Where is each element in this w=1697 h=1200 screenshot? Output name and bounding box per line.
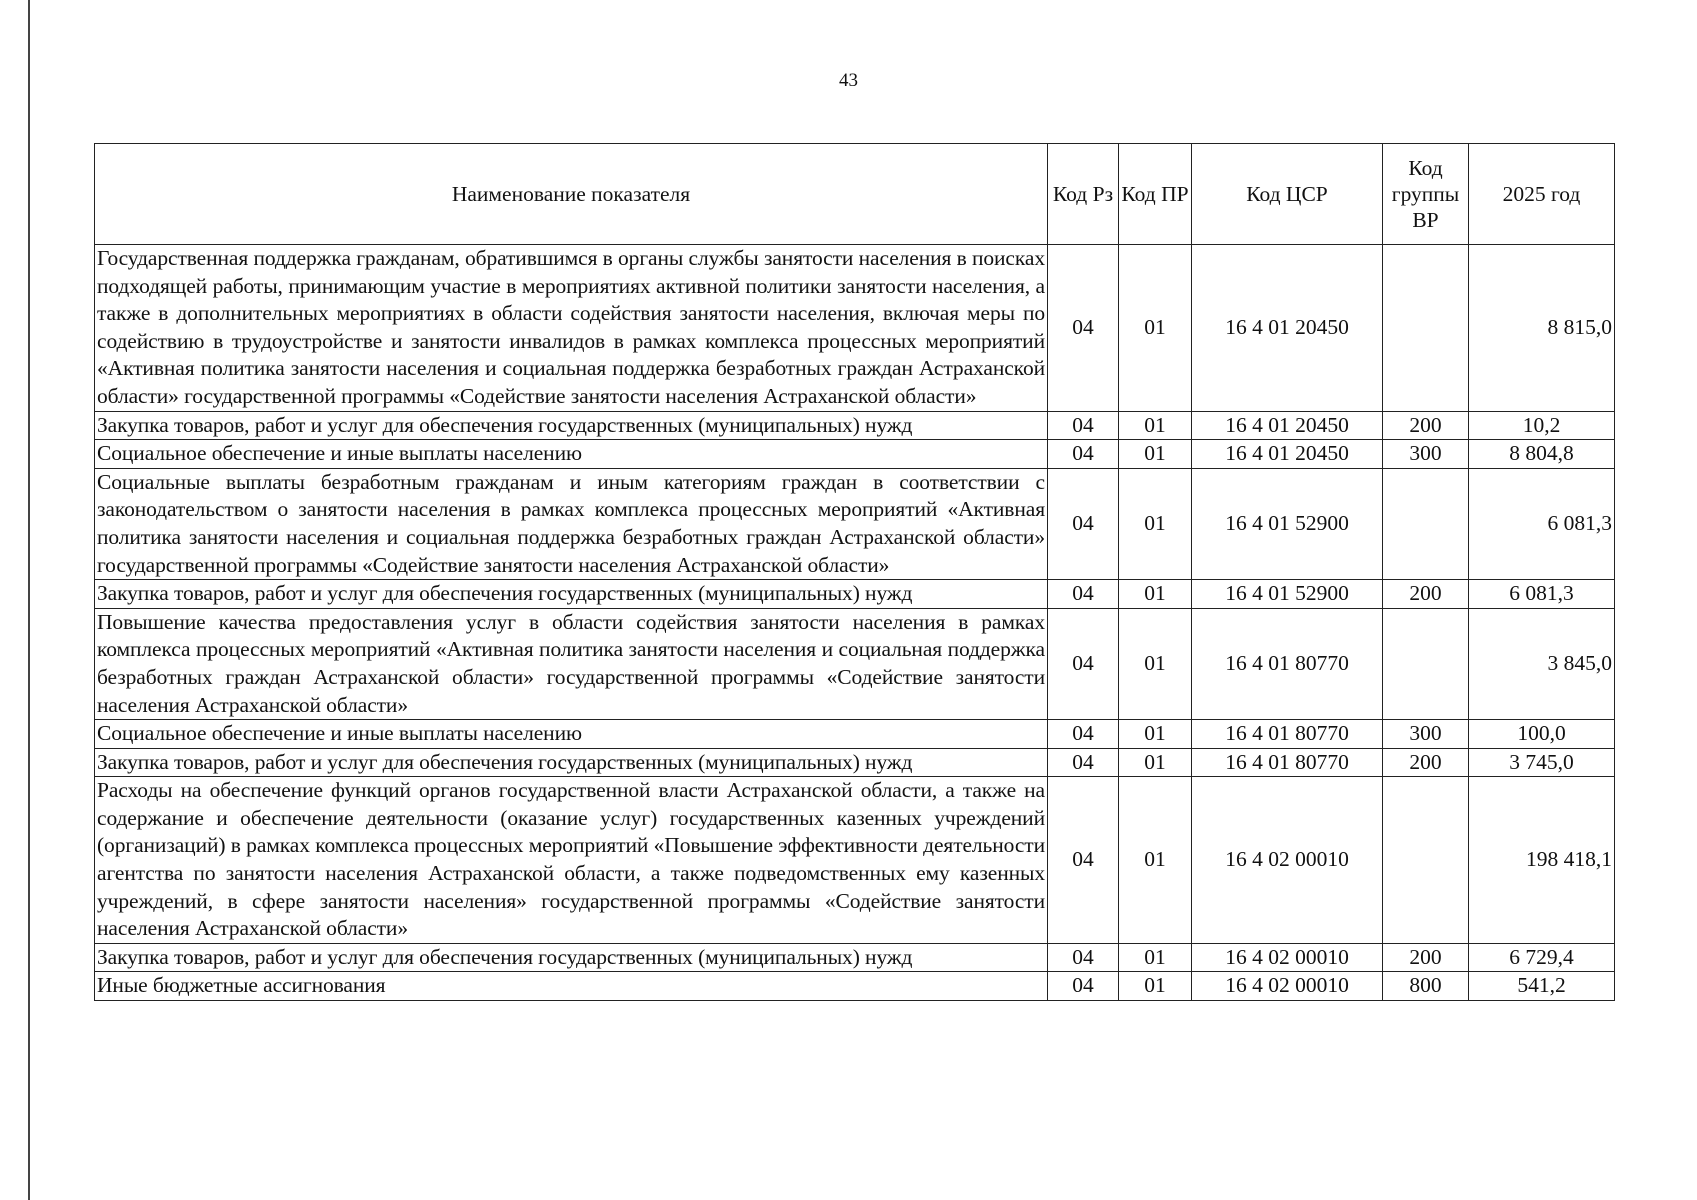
row-pr: 01: [1119, 411, 1192, 440]
row-vr: 200: [1383, 411, 1469, 440]
row-name: Закупка товаров, работ и услуг для обеспечения государственных (муниципальных) нужд: [95, 943, 1048, 972]
table-row: [95, 777, 1615, 944]
row-csr: 16 4 01 20450: [1192, 245, 1383, 412]
row-csr: 16 4 01 52900: [1192, 580, 1383, 609]
row-vr: 300: [1383, 440, 1469, 469]
table-row: [95, 411, 1615, 440]
row-pr: 01: [1119, 972, 1192, 1001]
header-year: 2025 год: [1469, 144, 1615, 245]
row-rz: 04: [1048, 411, 1119, 440]
row-pr: 01: [1119, 245, 1192, 412]
row-csr: 16 4 01 20450: [1192, 411, 1383, 440]
row-rz: 04: [1048, 720, 1119, 749]
table-row: [95, 972, 1615, 1001]
row-amount: 8 815,0: [1469, 245, 1615, 412]
table-row: [95, 943, 1615, 972]
binding-line: [28, 0, 30, 1200]
row-name: Государственная поддержка гражданам, обратившимся в органы службы занятости населения в поисках подходящей работы, принимающим участие в мероприятиях активной политики занятости населения, а также в дополнительных мероприятиях в области содействия занятости населения, включая меры по содействию в трудоустройстве и занятости инвалидов в рамках комплекса процессных мероприятий «Активная политика занятости населения и социальная поддержка безработных граждан Астраханской области» государственной программы «Содействие занятости населения Астраханской области»: [95, 245, 1048, 412]
header-vr: Код группы ВР: [1383, 144, 1469, 245]
row-rz: 04: [1048, 777, 1119, 944]
row-csr: 16 4 01 20450: [1192, 440, 1383, 469]
row-pr: 01: [1119, 440, 1192, 469]
row-amount: 6 729,4: [1469, 943, 1615, 972]
row-csr: 16 4 02 00010: [1192, 972, 1383, 1001]
row-rz: 04: [1048, 972, 1119, 1001]
table-row: [95, 580, 1615, 609]
row-pr: 01: [1119, 748, 1192, 777]
row-name: Закупка товаров, работ и услуг для обеспечения государственных (муниципальных) нужд: [95, 748, 1048, 777]
row-rz: 04: [1048, 748, 1119, 777]
row-name: Социальные выплаты безработным гражданам и иным категориям граждан в соответствии с законодательством о занятости населения в рамках комплекса процессных мероприятий «Активная политика занятости населения и социальная поддержка безработных граждан Астраханской области» государственной программы «Содействие занятости населения Астраханской области»: [95, 468, 1048, 579]
row-vr: [1383, 608, 1469, 719]
row-amount: 6 081,3: [1469, 580, 1615, 609]
row-amount: 10,2: [1469, 411, 1615, 440]
row-rz: 04: [1048, 943, 1119, 972]
row-pr: 01: [1119, 468, 1192, 579]
row-amount: 8 804,8: [1469, 440, 1615, 469]
table-row: [95, 245, 1615, 412]
header-csr: Код ЦСР: [1192, 144, 1383, 245]
row-name: Закупка товаров, работ и услуг для обеспечения государственных (муниципальных) нужд: [95, 580, 1048, 609]
table-row: [95, 608, 1615, 719]
row-csr: 16 4 02 00010: [1192, 943, 1383, 972]
row-vr: 200: [1383, 943, 1469, 972]
row-name: Закупка товаров, работ и услуг для обеспечения государственных (муниципальных) нужд: [95, 411, 1048, 440]
header-name: Наименование показателя: [95, 144, 1048, 245]
table-row: [95, 440, 1615, 469]
row-name: Расходы на обеспечение функций органов государственной власти Астраханской области, а также на содержание и обеспечение деятельности (оказание услуг) государственных казенных учреждений (организаций) в рамках комплекса процессных мероприятий «Повышение эффективности деятельности агентства по занятости населения Астраханской области, а также подведомственных ему казенных учреждений, в сфере занятости населения» государственной программы «Содействие занятости населения Астраханской области»: [95, 777, 1048, 944]
row-rz: 04: [1048, 580, 1119, 609]
row-rz: 04: [1048, 440, 1119, 469]
row-vr: [1383, 777, 1469, 944]
table-row: [95, 720, 1615, 749]
row-rz: 04: [1048, 608, 1119, 719]
row-amount: 198 418,1: [1469, 777, 1615, 944]
row-pr: 01: [1119, 580, 1192, 609]
page-number: 43: [839, 70, 858, 91]
row-csr: 16 4 01 80770: [1192, 720, 1383, 749]
row-amount: 3 745,0: [1469, 748, 1615, 777]
row-name: Повышение качества предоставления услуг в области содействия занятости населения в рамках комплекса процессных мероприятий «Активная политика занятости населения и социальная поддержка безработных граждан Астраханской области» государственной программы «Содействие занятости населения Астраханской области»: [95, 608, 1048, 719]
row-amount: 6 081,3: [1469, 468, 1615, 579]
row-name: Социальное обеспечение и иные выплаты населению: [95, 440, 1048, 469]
row-amount: 3 845,0: [1469, 608, 1615, 719]
row-csr: 16 4 01 80770: [1192, 748, 1383, 777]
row-name: Иные бюджетные ассигнования: [95, 972, 1048, 1001]
row-csr: 16 4 01 52900: [1192, 468, 1383, 579]
budget-table: [94, 143, 1615, 1001]
row-csr: 16 4 01 80770: [1192, 608, 1383, 719]
row-csr: 16 4 02 00010: [1192, 777, 1383, 944]
table-row: [95, 748, 1615, 777]
row-vr: 300: [1383, 720, 1469, 749]
row-amount: 100,0: [1469, 720, 1615, 749]
row-pr: 01: [1119, 608, 1192, 719]
header-rz: Код Рз: [1048, 144, 1119, 245]
table-row: [95, 468, 1615, 579]
row-pr: 01: [1119, 943, 1192, 972]
row-rz: 04: [1048, 468, 1119, 579]
row-vr: [1383, 245, 1469, 412]
row-vr: 200: [1383, 580, 1469, 609]
row-amount: 541,2: [1469, 972, 1615, 1001]
header-pr: Код ПР: [1119, 144, 1192, 245]
row-name: Социальное обеспечение и иные выплаты населению: [95, 720, 1048, 749]
table-header-row: [95, 144, 1615, 245]
row-vr: 200: [1383, 748, 1469, 777]
row-vr: [1383, 468, 1469, 579]
row-vr: 800: [1383, 972, 1469, 1001]
row-pr: 01: [1119, 720, 1192, 749]
row-pr: 01: [1119, 777, 1192, 944]
row-rz: 04: [1048, 245, 1119, 412]
